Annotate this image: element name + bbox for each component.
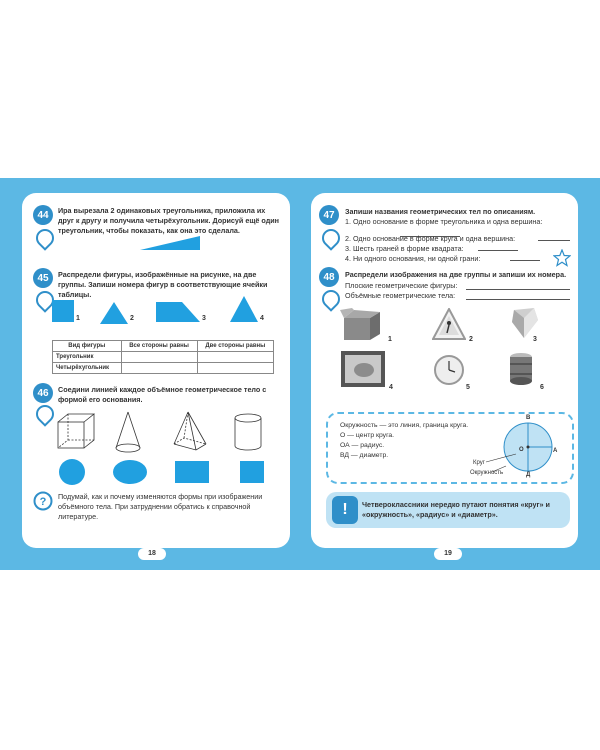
ellipse-base [113,460,147,484]
circle-base [59,459,85,485]
table-cell [121,352,197,363]
crystal-image [508,306,540,340]
point-b-label: В [526,415,531,421]
exclamation-icon: ! [332,496,358,524]
svg-text:?: ? [39,496,47,508]
task-45-text: Распредели фигуры, изображённые на рисунке, на две группы. Запиши номера фигур в соответствующие ячейки таблицы. [58,270,268,299]
task-46-text: Соедини линией каждое объёмное геометрическое тело с формой его основания. [58,385,267,404]
triangle-figure [100,302,128,324]
circle-line: ВД — диаметр. [340,452,389,459]
table-cell: Четырёхугольник [53,363,122,374]
task-48-text: Распредели изображения на две группы и запиши их номера. [345,270,567,279]
image-label: 3 [533,336,537,343]
task-47-item: 2. Одно основание в форме круга и одна вершина: [345,234,516,243]
question-text: Подумай, как и почему изменяются формы при изображении объёмного тела. При затруднении обратись к справочной литературе. [58,492,263,521]
table-cell [197,352,273,363]
figure-label: 4 [260,315,264,322]
task-45-number: 45 [33,268,53,288]
page-number-right: 19 [434,548,462,560]
table-header: Все стороны равны [121,341,197,352]
trapezoid-figure [156,302,200,322]
answer-line [466,289,570,290]
task-47-text: Запиши названия геометрических тел по описаниям. [345,207,536,216]
table-cell [197,363,273,374]
answer-line [478,250,518,251]
triangle-figure [140,236,200,250]
flat-figures-label: Плоские геометрические фигуры: [345,281,458,290]
box-image [340,306,384,342]
krug-label: Круг [473,460,485,466]
circle-line: Окружность — это линия, граница круга. [340,422,469,429]
point-o-label: О [519,447,524,453]
circle-diagram [446,414,570,480]
page-number-left: 18 [138,548,166,560]
barrel-image [508,352,534,386]
figure-label: 3 [202,315,206,322]
task-44-number: 44 [33,205,53,225]
table-header: Вид фигуры [53,341,122,352]
task-47-number: 47 [319,205,339,225]
road-sign-image [432,308,466,340]
task-47-item: 4. Ни одного основания, ни одной грани: [345,254,481,263]
clock-image [432,354,466,386]
figure-label: 1 [76,315,80,322]
star-icon [553,249,571,267]
circle-line: О — центр круга. [340,432,395,439]
rectangle-base [175,461,209,483]
bases-row [50,458,280,488]
image-label: 6 [540,384,544,391]
task-46-number: 46 [33,383,53,403]
pyramid-figure [174,412,206,450]
table-cell [121,363,197,374]
task-48-number: 48 [319,267,339,287]
table-header: Две стороны равны [197,341,273,352]
question-icon [33,491,53,511]
triangle-figure [230,296,258,322]
cylinder-figure [235,414,261,450]
solid-bodies-label: Объёмные геометрические тела: [345,291,456,300]
framed-picture-image [340,350,386,388]
answer-line [466,299,570,300]
cube-figure [58,414,94,448]
table-cell: Треугольник [53,352,122,363]
square-base [240,461,264,483]
image-label: 2 [469,336,473,343]
image-label: 4 [389,384,393,391]
point-d-label: Д [526,472,531,478]
task-47-item: 3. Шесть граней в форме квадрата: [345,244,464,253]
notice-text: Четвероклассники нередко путают понятия «круг» и «окружность», «радиус» и «диаметр». [362,500,550,519]
image-label: 5 [466,384,470,391]
shapes-table [52,340,274,374]
circle-line: ОА — радиус. [340,442,385,449]
point-a-label: А [553,448,558,454]
cone-figure [116,412,140,452]
square-figure [52,300,74,322]
task-44-text: Ира вырезала 2 одинаковых треугольника, приложила их друг к другу и получила четырёхугольник. Дорисуй ещё один треугольник, чтобы показать, как она это сделала. [58,206,280,235]
answer-line [538,240,570,241]
task-47-item: 1. Одно основание в форме треугольника и одна вершина: [345,217,543,226]
image-label: 1 [388,336,392,343]
figure-label: 2 [130,315,134,322]
okruzhnost-label: Окружность [470,470,504,476]
solids-row [50,410,280,454]
answer-line [510,260,540,261]
